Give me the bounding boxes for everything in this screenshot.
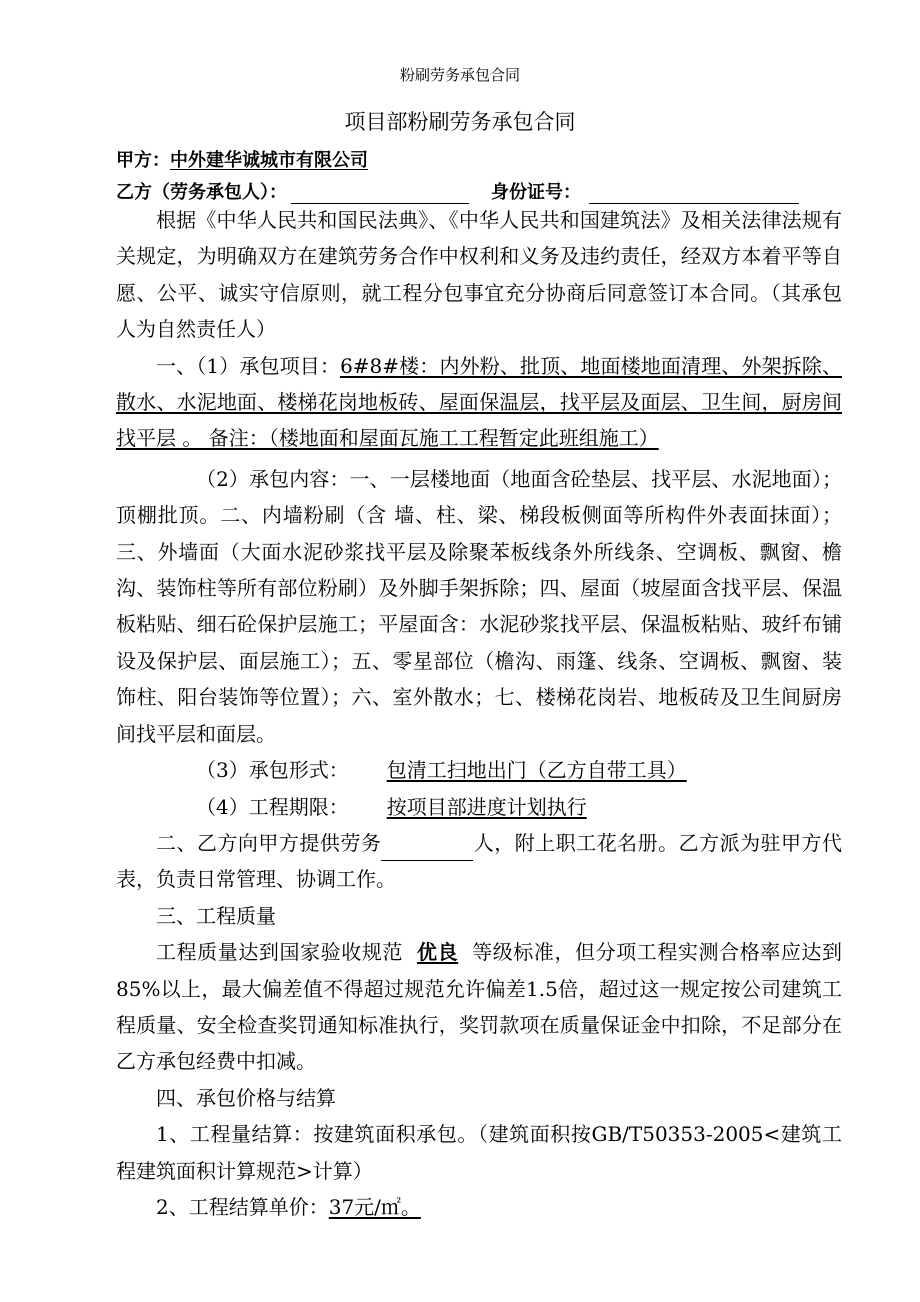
party-a-label: 甲方： <box>116 150 170 171</box>
contract-body <box>116 202 842 1225</box>
quality-prefix: 工程质量达到国家验收规范 <box>156 940 403 965</box>
party-b-line <box>116 178 799 204</box>
section-4-item-1: 1、工程量结算：按建筑面积承包。（建筑面积按GB/T50353-2005<建筑工程建筑面积计算规范>计算） <box>116 1122 842 1183</box>
party-b-name-blank[interactable] <box>291 183 469 204</box>
section-1-project <box>116 348 842 457</box>
section-3-body <box>116 934 842 1080</box>
unit-price-value: 37元/㎡。 <box>328 1194 421 1219</box>
id-number-label: 身份证号： <box>491 182 581 203</box>
party-a-name: 中外建华诚城市有限公司 <box>170 150 368 171</box>
section-1-form <box>116 752 842 788</box>
party-b-label: 乙方（劳务承包人）： <box>116 182 287 203</box>
form-value: 包清工扫地出门（乙方自带工具） <box>386 758 687 783</box>
period-label: （4）工程期限： <box>196 794 349 819</box>
section-4-title: 四、承包价格与结算 <box>156 1085 336 1110</box>
period-value: 按项目部进度计划执行 <box>386 794 587 819</box>
section-4-item-2 <box>116 1189 842 1225</box>
running-header: 粉刷劳务承包合同 <box>399 66 520 84</box>
section-1-content: （2）承包内容：一、一层楼地面（地面含砼垫层、找平层、水泥地面）；顶棚批顶。二、内墙粉刷（含 墙、柱、梁、梯段板侧面等所构件外表面抹面）；三、外墙面（大面水泥砂浆找平层及除聚苯板线条外所线条、空调板、飘窗、檐沟、装饰柱等所有部位粉刷）及外脚手架拆除；四、屋面（坡屋面含找平层、保温板粘贴、细石砼保护层施工；平屋面含：水泥砂浆找平层、保温板粘贴、玻纤布铺设及保护层、面层施工）；五、零星部位（檐沟、雨篷、线条、空调板、飘窗、装饰柱、阳台装饰等位置）；六、室外散水；七、楼梯花岗岩、地板砖及卫生间厨房间找平层和面层。 <box>116 466 842 746</box>
quality-grade: 优良 <box>416 940 459 965</box>
party-a-line <box>116 146 368 172</box>
unit-price-label: 2、工程结算单价： <box>156 1194 329 1219</box>
project-scope: 6#8#楼：内外粉、批顶、地面楼地面清理、外架拆除、散水、水泥地面、楼梯花岗地板砖、屋面保温层，找平层及面层、卫生间，厨房间找平层 。 备注：（楼地面和屋面瓦施工工程暂定此班组施工） <box>116 353 842 451</box>
quality-details: 等级标准，但分项工程实测合格率应达到85%以上，最大偏差值不得超过规范允许偏差1.5倍，超过这一规定按公司建筑工程质量、安全检查奖罚通知标准执行，奖罚款项在质量保证金中扣除，不足部分在乙方承包经费中扣减。 <box>116 940 843 1074</box>
section-1-label: 一、（1）承包项目： <box>156 353 341 378</box>
id-number-blank[interactable] <box>589 183 799 204</box>
section-2-part-a: 二、乙方向甲方提供劳务 <box>156 830 382 855</box>
section-2-part-b: 人，附上职工花名册。乙方派 <box>473 830 741 855</box>
section-1-period <box>116 789 842 825</box>
section-3-title: 三、工程质量 <box>156 903 276 928</box>
form-label: （3）承包形式： <box>196 758 349 783</box>
worker-count-blank[interactable] <box>381 840 473 861</box>
document-title: 项目部粉刷劳务承包合同 <box>344 110 576 134</box>
section-2 <box>116 825 842 898</box>
preamble-paragraph: 根据《中华人民共和国民法典》、《中华人民共和国建筑法》及相关法律法规有关规定，为明确双方在建筑劳务合作中权利和义务及违约责任，经双方本着平等自愿、公平、诚实守信原则，就工程分包事宜充分协商后同意签订本合同。（其承包人为自然责任人） <box>116 208 842 342</box>
section-2-part-c: 为驻甲方代表，负责日常管理、协调工作。 <box>116 830 843 892</box>
